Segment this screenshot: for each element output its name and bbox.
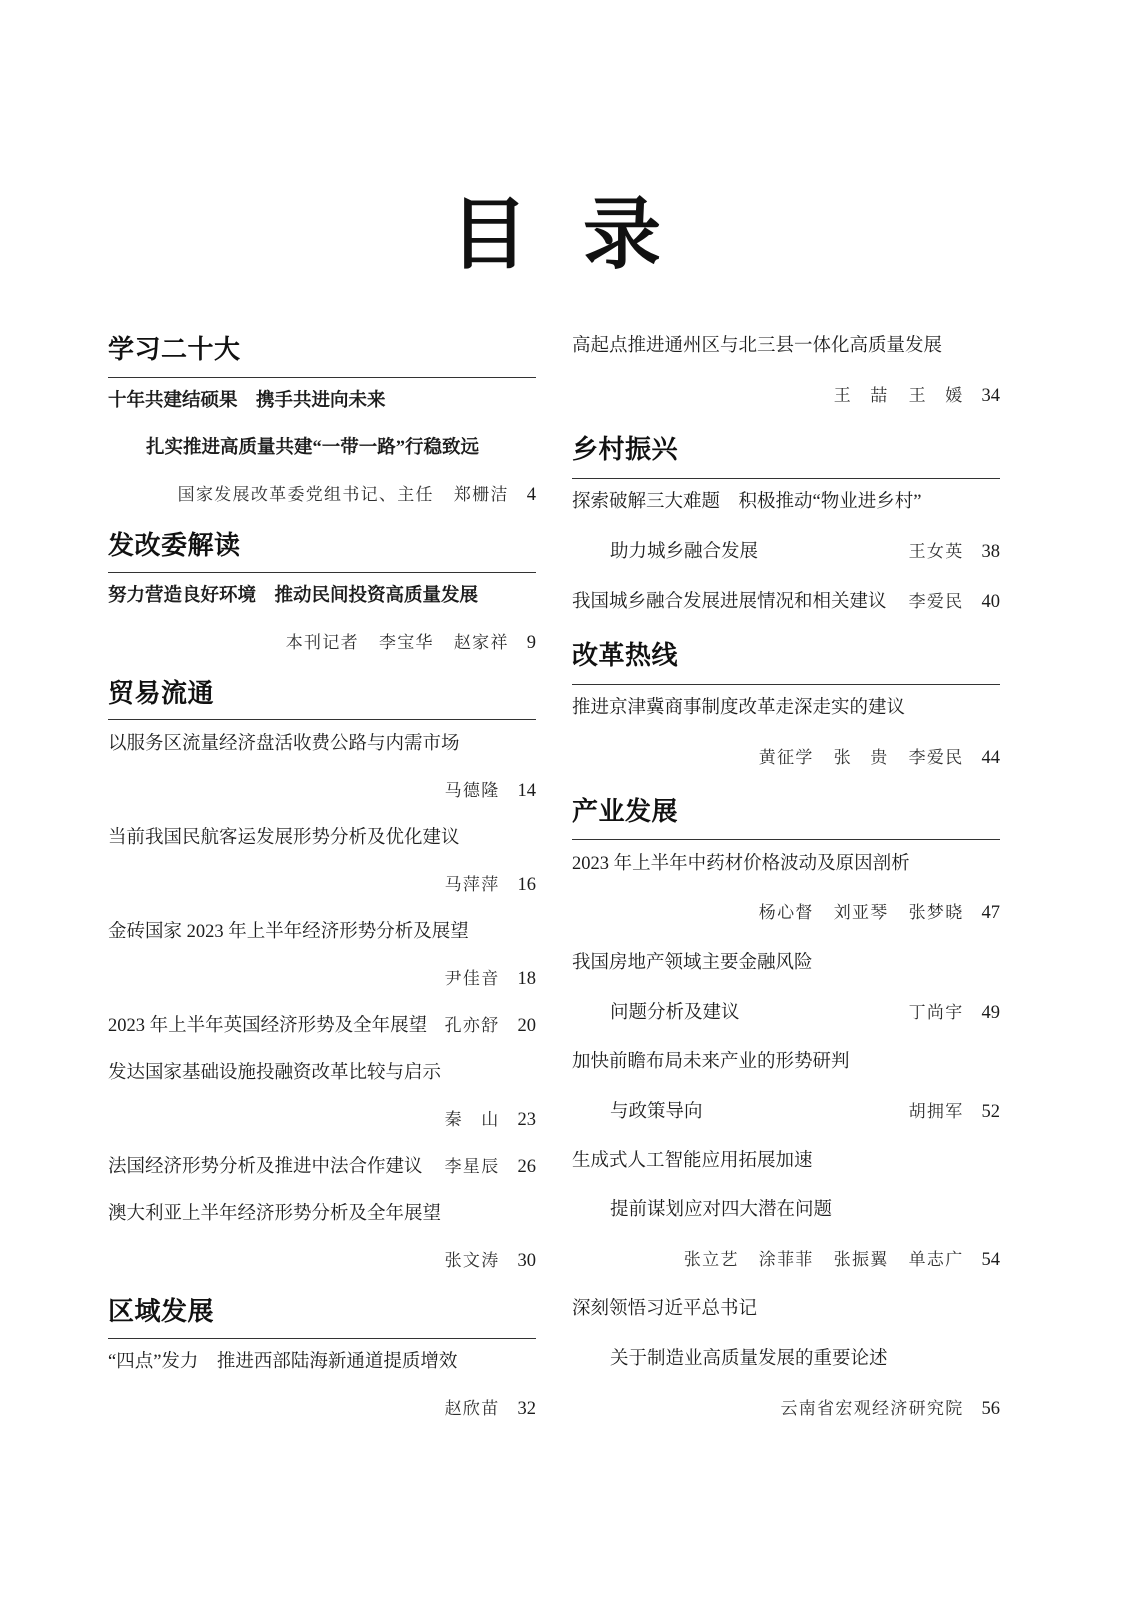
author-name: 丁尚宇 [908,1003,964,1022]
entry-byline [759,743,1000,773]
entry-byline [431,1152,536,1182]
entry-title: 生成式人工智能应用拓展加速 [572,1151,813,1171]
section-rule [108,377,536,378]
entry-title-line2: 扎实推进高质量共建“一带一路”行稳致远 [146,438,480,458]
entry-byline [431,1011,536,1041]
entry-title: 努力营造良好环境 推动民间投资高质量发展 [108,586,479,606]
section-rule [108,719,536,720]
author-name: 单志广 [908,1250,964,1269]
toc-title: 目录 [450,191,717,278]
entry-byline [834,381,1000,411]
section-rule [572,839,1000,840]
author-name: 马德隆 [444,781,500,800]
section-heading: 产业发展 [572,797,679,826]
entry-title-line2: 与政策导向 [610,1102,703,1122]
author-name: 本刊记者 [285,633,359,652]
page-number: 49 [981,1003,1000,1023]
entry-title: 我国城乡融合发展进展情况和相关建议 [572,592,887,612]
page-number: 34 [981,386,1000,406]
page-number: 32 [517,1399,536,1419]
author-name: 秦 山 [444,1110,500,1129]
entry-title-line2: 助力城乡融合发展 [610,542,759,562]
entry-title: 推进京津冀商事制度改革走深走实的建议 [572,698,906,718]
author-name: 李星辰 [444,1157,500,1176]
entry-byline [445,776,536,806]
entry-byline [895,537,1000,567]
author-name: 马萍萍 [444,875,500,894]
author-name: 张振翼 [833,1250,889,1269]
entry-title: 当前我国民航客运发展形势分析及优化建议 [108,828,460,848]
author-name: 刘亚琴 [833,903,889,922]
author-name: 杨心督 [758,903,814,922]
section-heading: 区域发展 [108,1297,215,1326]
author-name: 赵家祥 [453,633,509,652]
author-name: 李爱民 [908,592,964,611]
page-number: 30 [517,1251,536,1271]
entry-title: 2023 年上半年中药材价格波动及原因剖析 [572,854,910,874]
author-name: 云南省宏观经济研究院 [780,1399,964,1418]
section-rule [572,478,1000,479]
author-name: 张梦晓 [908,903,964,922]
page-number: 40 [981,592,1000,612]
entry-title: 发达国家基础设施投融资改革比较与启示 [108,1063,442,1083]
author-name: 李宝华 [378,633,434,652]
page-number: 52 [981,1102,1000,1122]
author-name: 黄征学 [758,748,814,767]
section-heading: 改革热线 [572,641,679,670]
author-name: 王 喆 [833,386,889,405]
entry-byline [445,1246,536,1276]
entry-title: 我国房地产领域主要金融风险 [572,953,813,973]
entry-byline [895,998,1000,1028]
entry-byline [895,1097,1000,1127]
author-name: 李爱民 [908,748,964,767]
section-heading: 贸易流通 [108,679,215,708]
page-number: 14 [517,781,536,801]
author-name: 赵欣苗 [444,1399,500,1418]
page-number: 47 [981,903,1000,923]
entry-title: “四点”发力 推进西部陆海新通道提质增效 [108,1352,458,1372]
page-number: 4 [526,485,536,505]
section-rule [108,1338,536,1339]
author-name: 张文涛 [444,1251,500,1270]
entry-byline [445,964,536,994]
section-rule [572,684,1000,685]
page-number: 9 [526,633,536,653]
toc-left-column [108,0,536,1600]
entry-byline [178,480,536,510]
section-heading: 发改委解读 [108,531,241,560]
page-number: 26 [517,1157,536,1177]
author-name: 孔亦舒 [444,1016,500,1035]
entry-title-line2: 提前谋划应对四大潜在问题 [610,1200,833,1220]
page-number: 56 [981,1399,1000,1419]
entry-byline [781,1394,1001,1424]
author-name: 张立艺 [683,1250,739,1269]
entry-title: 法国经济形势分析及推进中法合作建议 [108,1157,423,1177]
author-name: 胡拥军 [908,1102,964,1121]
entry-title-line2: 关于制造业高质量发展的重要论述 [610,1349,888,1369]
entry-title: 加快前瞻布局未来产业的形势研判 [572,1052,850,1072]
entry-title: 以服务区流量经济盘活收费公路与内需市场 [108,734,460,754]
page-number: 23 [517,1110,536,1130]
author-name: 国家发展改革委党组书记、主任 [177,485,434,504]
page-number: 38 [981,542,1000,562]
entry-title: 2023 年上半年英国经济形势及全年展望 [108,1016,428,1036]
entry-byline [445,870,536,900]
author-name: 涂菲菲 [758,1250,814,1269]
entry-title: 十年共建结硕果 携手共进向未来 [108,391,386,411]
author-name: 尹佳音 [444,969,500,988]
author-name: 王女英 [908,542,964,561]
section-heading: 乡村振兴 [572,435,679,464]
entry-title: 高起点推进通州区与北三县一体化高质量发展 [572,336,943,356]
entry-byline [759,898,1000,928]
entry-title: 澳大利亚上半年经济形势分析及全年展望 [108,1204,442,1224]
page-number: 20 [517,1016,536,1036]
section-rule [108,572,536,573]
section-heading: 学习二十大 [108,335,241,364]
entry-byline [445,1394,536,1424]
entry-byline [286,628,536,658]
page-number: 16 [517,875,536,895]
toc-right-column [572,0,1000,1600]
entry-byline [684,1245,1000,1275]
entry-byline [445,1105,536,1135]
entry-title: 探索破解三大难题 积极推动“物业进乡村” [572,492,922,512]
page-number: 44 [981,748,1000,768]
entry-title: 金砖国家 2023 年上半年经济形势分析及展望 [108,922,469,942]
entry-title: 深刻领悟习近平总书记 [572,1299,758,1319]
author-name: 王 媛 [908,386,964,405]
author-name: 张 贵 [833,748,889,767]
page-number: 54 [981,1250,1000,1270]
page-number: 18 [517,969,536,989]
entry-byline [895,587,1000,617]
entry-title-line2: 问题分析及建议 [610,1003,740,1023]
author-name: 郑栅洁 [453,485,509,504]
